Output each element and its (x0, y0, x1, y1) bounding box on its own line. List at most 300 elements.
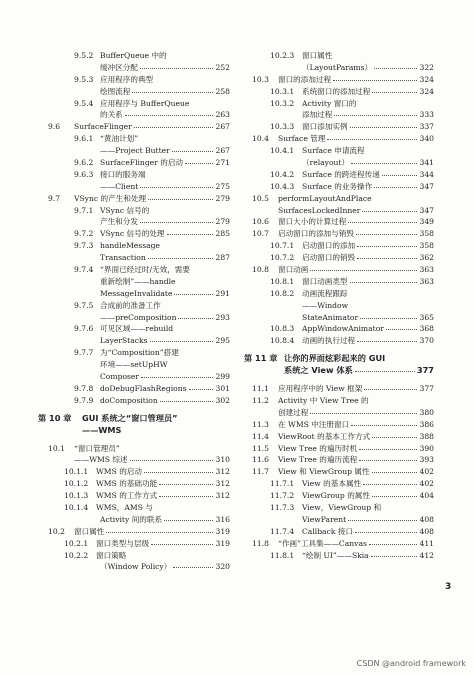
toc-chapter-line[interactable] (38, 425, 230, 437)
toc-entry-line[interactable] (244, 169, 434, 181)
toc-entry-title: “界面已经过时/无效，需要 (100, 265, 190, 275)
toc-entry-title: 系统窗口的添加过程 (302, 86, 371, 96)
toc-entry-line[interactable] (38, 371, 230, 383)
toc-entry-title: SurfaceFlinger (74, 122, 132, 132)
toc-entry-line[interactable] (244, 121, 434, 133)
toc-leader-dots (125, 115, 213, 116)
toc-entry-line[interactable] (244, 264, 434, 276)
toc-entry-number: 9.7.5 (74, 300, 94, 310)
toc-page-number: 341 (419, 158, 434, 168)
toc-leader-dots (374, 187, 417, 188)
toc-entry-title: “窗口管理员” (74, 443, 120, 453)
toc-leader-dots (130, 460, 213, 461)
toc-entry-line[interactable] (38, 502, 230, 514)
toc-entry-line[interactable] (38, 383, 230, 395)
toc-page-number: 322 (419, 62, 434, 72)
toc-leader-dots (333, 80, 417, 81)
toc-leader-dots (173, 567, 213, 568)
toc-leader-dots (310, 270, 417, 271)
toc-entry-line[interactable] (244, 431, 434, 443)
toc-entry-line[interactable] (244, 276, 434, 288)
toc-chapter-line[interactable] (244, 353, 434, 365)
toc-entry-line[interactable] (38, 98, 230, 110)
toc-entry-line[interactable] (244, 181, 434, 193)
toc-entry-title: MessageInvalidate (100, 288, 173, 298)
toc-entry-line[interactable] (38, 514, 230, 526)
toc-entry-number: 11.2 (252, 395, 269, 405)
toc-entry-number: 10.7.1 (270, 241, 295, 251)
toc-entry-number: 第 10 章 (38, 412, 72, 423)
toc-entry-title: ——WMS (82, 424, 122, 435)
toc-entry-line[interactable] (244, 466, 434, 478)
toc-entry-number: 10.1.4 (64, 502, 89, 512)
toc-entry-line[interactable] (38, 561, 230, 573)
toc-entry-number: 9.7.7 (74, 348, 94, 358)
toc-page-number: 349 (419, 217, 434, 227)
toc-page-number: 252 (215, 62, 230, 72)
toc-leader-dots (159, 496, 213, 497)
toc-entry-number: 10.7 (252, 229, 269, 239)
toc-entry-title: Surface 的跨进程传递 (302, 169, 380, 179)
toc-entry-line[interactable] (244, 288, 434, 300)
toc-entry-line[interactable] (244, 50, 434, 62)
toc-entry-title: 窗口动画 (278, 265, 309, 275)
toc-page-number: 299 (215, 372, 230, 382)
toc-entry-title: 启动窗口的销毁 (302, 253, 356, 263)
toc-entry-line[interactable] (244, 157, 434, 169)
toc-page-number: 377 (419, 384, 434, 394)
toc-page-number: 388 (419, 431, 434, 441)
toc-entry-title: 在 WMS 中注册窗口 (278, 419, 350, 429)
toc-entry-line[interactable] (38, 443, 230, 455)
toc-entry-number: 10.2.3 (270, 51, 295, 60)
toc-entry-number: 9.7 (48, 193, 61, 203)
toc-entry-line[interactable] (38, 454, 230, 466)
toc-entry-title: 系统之 View 体系 (284, 365, 353, 376)
toc-page-number: 358 (419, 229, 434, 239)
toc-entry-line[interactable] (244, 74, 434, 86)
toc-page-number: 258 (215, 86, 230, 96)
toc-entry-title: 产生和分发 (100, 217, 138, 227)
toc-entry-number: 9.6.3 (74, 169, 94, 179)
toc-entry-title: Surface 的业务操作 (302, 181, 373, 191)
toc-page-number: 279 (215, 217, 230, 227)
toc-entry-title: View 的基本属性 (302, 479, 362, 489)
toc-entry-line[interactable] (244, 133, 434, 145)
toc-page-number: 302 (215, 395, 230, 405)
toc-entry-number: 10.5 (252, 193, 269, 203)
toc-entry-number: 第 11 章 (244, 353, 278, 364)
toc-entry-line[interactable] (38, 216, 230, 228)
toc-entry-number: 10.4.2 (270, 169, 295, 179)
toc-entry-line[interactable] (38, 205, 230, 217)
toc-leader-dots (334, 115, 417, 116)
toc-entry-number: 11.6 (252, 455, 269, 465)
toc-page-number: 295 (215, 336, 230, 346)
toc-entry-line[interactable] (244, 109, 434, 121)
toc-entry-line[interactable] (38, 550, 230, 562)
toc-entry-number: 9.7.4 (74, 265, 94, 275)
toc-entry-number: 11.8.1 (270, 550, 295, 560)
toc-entry-number: 10.1.2 (64, 479, 89, 489)
toc-entry-line[interactable] (38, 335, 230, 347)
toc-entry-line[interactable] (38, 62, 230, 74)
toc-page-number: 340 (419, 134, 434, 144)
toc-entry-line[interactable] (244, 312, 434, 324)
toc-entry-title: 窗口动画类型 (302, 276, 348, 286)
toc-entry-line[interactable] (244, 454, 434, 466)
toc-leader-dots (160, 401, 213, 402)
toc-leader-dots (348, 520, 417, 521)
toc-chapter-line[interactable] (244, 365, 434, 377)
toc-entry-number: 10.8.4 (270, 336, 295, 346)
toc-page-number: 316 (215, 514, 230, 524)
toc-entry-number: 10.3.3 (270, 122, 295, 132)
toc-entry-title: 创建过程 (278, 407, 309, 417)
toc-entry-title: ViewParent (302, 514, 347, 524)
toc-entry-title: ——Window (302, 300, 349, 310)
toc-page-number: 408 (419, 526, 434, 536)
toc-entry-title: SurfaceFlinger 的启动 (100, 158, 184, 168)
toc-page-number: 310 (215, 455, 230, 465)
toc-leader-dots (386, 329, 417, 330)
toc-entry-number: 9.6.2 (74, 158, 94, 168)
toc-entry-number: 11.7.2 (270, 491, 295, 501)
toc-entry-title: 应用程序与 BufferQueue (100, 98, 190, 108)
toc-entry-title: VSync 信号的处理 (100, 229, 165, 239)
toc-entry-title: 合成前的准备工作 (100, 300, 161, 310)
toc-entry-title: WMS 的启动 (96, 467, 142, 477)
toc-entry-line[interactable] (38, 50, 230, 62)
toc-entry-line[interactable] (38, 478, 230, 490)
toc-entry-title: 窗口属性 (302, 51, 333, 60)
toc-entry-line[interactable] (244, 490, 434, 502)
toc-entry-number: 9.7.9 (74, 395, 94, 405)
toc-page-number: 347 (419, 181, 434, 191)
toc-entry-line[interactable] (38, 109, 230, 121)
toc-entry-line[interactable] (244, 228, 434, 240)
toc-right-column (244, 50, 434, 561)
toc-entry-line[interactable] (244, 216, 434, 228)
toc-entry-line[interactable] (38, 276, 230, 288)
toc-leader-dots (351, 425, 417, 426)
toc-entry-title: （Window Policy） (100, 562, 172, 572)
toc-entry-title: 应用程序的典型 (100, 74, 154, 84)
toc-entry-title: “作画”工具集——Canvas (278, 538, 367, 548)
toc-entry-line[interactable] (244, 550, 434, 562)
toc-entry-number: 10.4.1 (270, 146, 295, 156)
toc-entry-title: Callback 接口 (302, 526, 354, 536)
toc-entry-title: View，ViewGroup 和 (302, 502, 382, 512)
toc-page-number: 380 (419, 407, 434, 417)
toc-entry-number: 10.3 (252, 74, 269, 84)
toc-page-number: 393 (419, 455, 434, 465)
toc-entry-line[interactable] (244, 240, 434, 252)
toc-page-number: 368 (419, 324, 434, 334)
toc-page-number: 312 (215, 479, 230, 489)
toc-entry-number: 10.3.2 (270, 98, 295, 108)
toc-entry-line[interactable] (244, 478, 434, 490)
toc-page-number: 267 (215, 122, 230, 132)
toc-entry-title: BufferQueue 中的 (100, 51, 167, 60)
toc-entry-title: 应用程序中的 View 框架 (278, 384, 363, 394)
toc-entry-line[interactable] (38, 181, 230, 193)
toc-entry-line[interactable] (38, 240, 230, 252)
toc-entry-number: 10.4 (252, 134, 269, 144)
toc-leader-dots (362, 211, 417, 212)
toc-entry-line[interactable] (38, 133, 230, 145)
toc-entry-line[interactable] (38, 359, 230, 371)
toc-entry-title: 让你的界面炫彩起来的 GUI (284, 353, 386, 364)
toc-page-number: 271 (215, 158, 230, 168)
toc-leader-dots (372, 496, 417, 497)
toc-entry-line[interactable] (38, 145, 230, 157)
toc-page-number: 377 (416, 365, 434, 376)
toc-leader-dots (144, 472, 213, 473)
toc-entry-line[interactable] (244, 145, 434, 157)
toc-leader-dots (357, 258, 417, 259)
toc-entry-title: “黄油计划” (100, 134, 139, 144)
toc-leader-dots (355, 371, 415, 372)
toc-entry-title: 环境——setUpHW (100, 360, 168, 370)
toc-entry-line[interactable] (38, 288, 230, 300)
toc-entry-number: 9.6.1 (74, 134, 94, 144)
toc-leader-dots (372, 437, 417, 438)
toc-page-number: 291 (215, 288, 230, 298)
toc-leader-dots (355, 532, 417, 533)
toc-leader-dots (371, 556, 417, 557)
toc-entry-title: WMS 的工作方式 (96, 491, 158, 501)
toc-entry-line[interactable] (38, 252, 230, 264)
toc-leader-dots (382, 175, 417, 176)
toc-entry-title: ViewRoot 的基本工作方式 (278, 431, 371, 441)
toc-entry-title: AppWindowAnimator (302, 324, 384, 334)
toc-leader-dots (106, 532, 213, 533)
toc-entry-line[interactable] (38, 466, 230, 478)
toc-entry-line[interactable] (38, 157, 230, 169)
toc-entry-title: 窗口策略 (96, 550, 127, 560)
toc-entry-number: 10.7.2 (270, 253, 295, 263)
toc-entry-number: 11.5 (252, 443, 269, 453)
toc-entry-title: ——Client (100, 181, 139, 191)
toc-entry-line[interactable] (244, 502, 434, 514)
toc-entry-title: VSync 的产生和处理 (74, 193, 147, 203)
toc-entry-title: doComposition (100, 395, 158, 405)
toc-entry-title: 可见区域——rebuild (100, 324, 174, 334)
toc-entry-line[interactable] (244, 193, 434, 205)
toc-entry-number: 10.1.1 (64, 467, 89, 477)
toc-entry-title: ——preComposition (100, 312, 177, 322)
toc-entry-line[interactable] (38, 264, 230, 276)
toc-entry-number: 10.1.3 (64, 491, 89, 501)
toc-entry-line[interactable] (244, 205, 434, 217)
toc-leader-dots (351, 163, 417, 164)
toc-entry-title: 窗口的添加过程 (278, 74, 332, 84)
toc-entry-line[interactable] (38, 538, 230, 550)
toc-entry-title: ——WMS 综述 (74, 455, 128, 465)
toc-entry-line[interactable] (244, 395, 434, 407)
toc-entry-line[interactable] (244, 443, 434, 455)
toc-leader-dots (372, 472, 417, 473)
toc-leader-dots (363, 484, 417, 485)
toc-page-number: 324 (419, 86, 434, 96)
toc-entry-line[interactable] (244, 300, 434, 312)
toc-entry-line[interactable] (38, 347, 230, 359)
toc-entry-line[interactable] (38, 121, 230, 133)
toc-entry-line[interactable] (38, 74, 230, 86)
toc-entry-number: 10.2.1 (64, 538, 89, 548)
toc-entry-title: （relayout） (302, 158, 350, 168)
toc-entry-line[interactable] (38, 193, 230, 205)
toc-page-number: 402 (419, 479, 434, 489)
toc-page-number: 301 (215, 383, 230, 393)
toc-entry-title: LayerStacks (100, 336, 148, 346)
toc-entry-line[interactable] (244, 86, 434, 98)
toc-entry-line[interactable] (38, 228, 230, 240)
toc-entry-line[interactable] (244, 323, 434, 335)
toc-page-number: 358 (419, 241, 434, 251)
toc-chapter-line[interactable] (38, 413, 230, 425)
toc-leader-dots (140, 222, 213, 223)
toc-leader-dots (369, 544, 417, 545)
toc-page-number: 320 (215, 562, 230, 572)
toc-entry-number: 9.7.8 (74, 383, 94, 393)
toc-entry-number: 9.5.3 (74, 74, 94, 84)
toc-entry-line[interactable] (38, 395, 230, 407)
toc-page-number: 319 (215, 538, 230, 548)
toc-entry-title: StateAnimator (302, 312, 359, 322)
toc-entry-line[interactable] (38, 169, 230, 181)
toc-entry-title: SurfacesLockedInner (278, 205, 361, 215)
toc-entry-number: 10.3.1 (270, 86, 295, 96)
toc-entry-number: 9.7.2 (74, 229, 94, 239)
toc-page-number: 324 (419, 74, 434, 84)
toc-entry-title: Transaction (100, 253, 146, 263)
toc-entry-line[interactable] (244, 514, 434, 526)
toc-leader-dots (178, 318, 213, 319)
toc-entry-number: 9.7.1 (74, 205, 94, 215)
toc-page-number: 344 (419, 169, 434, 179)
toc-entry-number: 10.2 (48, 526, 65, 536)
toc-page-number: 363 (419, 265, 434, 275)
toc-leader-dots (357, 246, 417, 247)
toc-leader-dots (310, 413, 417, 414)
toc-entry-line[interactable] (244, 98, 434, 110)
toc-page-number: 263 (215, 110, 230, 120)
toc-page-number: 319 (215, 526, 230, 536)
toc-entry-title: 窗口添加实例 (302, 122, 348, 132)
toc-entry-title: ——Project Butter (100, 146, 170, 156)
toc-leader-dots (350, 127, 417, 128)
toc-page-number: 390 (419, 443, 434, 453)
toc-leader-dots (132, 92, 213, 93)
toc-entry-number: 9.5.4 (74, 98, 94, 108)
toc-page-number: 312 (215, 491, 230, 501)
toc-leader-dots (140, 68, 213, 69)
toc-leader-dots (172, 151, 213, 152)
toc-entry-line[interactable] (244, 526, 434, 538)
toc-page-number: 347 (419, 205, 434, 215)
toc-leader-dots (174, 294, 213, 295)
toc-entry-title: 动画的执行过程 (302, 336, 356, 346)
toc-entry-number: 11.8 (252, 538, 269, 548)
toc-entry-title: “绘制 UI”——Skia (302, 550, 369, 560)
toc-entry-title: 启动窗口的添加与销毁 (278, 229, 354, 239)
toc-entry-title: 缓冲区分配 (100, 62, 138, 72)
toc-leader-dots (140, 187, 213, 188)
toc-entry-title: View 和 ViewGroup 属性 (278, 467, 370, 477)
toc-page-number: 402 (419, 467, 434, 477)
toc-entry-number: 10.2.2 (64, 550, 89, 560)
toc-entry-line[interactable] (244, 538, 434, 550)
toc-entry-line[interactable] (244, 383, 434, 395)
toc-page-number: 285 (215, 229, 230, 239)
toc-entry-title: Surface 管理 (278, 134, 326, 144)
toc-entry-number: 9.6 (48, 122, 61, 132)
toc-leader-dots (151, 544, 213, 545)
toc-entry-number: 10.8.2 (270, 288, 295, 298)
toc-entry-title: 窗口大小的计算过程 (278, 217, 347, 227)
toc-leader-dots (359, 460, 417, 461)
toc-entry-number: 10.6 (252, 217, 269, 227)
toc-leader-dots (327, 139, 417, 140)
toc-entry-line[interactable] (38, 526, 230, 538)
toc-entry-title: VSync 信号的 (100, 205, 150, 215)
toc-entry-line[interactable] (244, 407, 434, 419)
toc-leader-dots (167, 234, 213, 235)
toc-entry-number: 9.5.2 (74, 51, 94, 60)
toc-leader-dots (359, 449, 417, 450)
toc-leader-dots (164, 520, 213, 521)
toc-entry-title: WMS 的基础功能 (96, 479, 158, 489)
toc-entry-number: 11.7 (252, 467, 269, 477)
toc-entry-title: Activity 窗口的 (302, 98, 357, 108)
toc-page-number: 337 (419, 122, 434, 132)
toc-leader-dots (348, 222, 417, 223)
toc-entry-line[interactable] (38, 323, 230, 335)
toc-entry-line[interactable] (244, 335, 434, 347)
toc-entry-title: 窗口类型与层级 (96, 538, 150, 548)
toc-leader-dots (364, 389, 417, 390)
toc-leader-dots (356, 234, 417, 235)
toc-entry-number: 11.7.4 (270, 526, 295, 536)
toc-entry-line[interactable] (244, 419, 434, 431)
toc-entry-title: 重新绘制”——handle (100, 276, 176, 286)
toc-entry-line[interactable] (38, 312, 230, 324)
toc-entry-number: 10.8.3 (270, 324, 295, 334)
watermark: CSDN @android framework (356, 659, 466, 668)
toc-leader-dots (374, 68, 417, 69)
toc-page-number: 293 (215, 312, 230, 322)
toc-page-number: 386 (419, 419, 434, 429)
toc-entry-line[interactable] (38, 86, 230, 98)
toc-entry-number: 11.3 (252, 419, 269, 429)
toc-leader-dots (148, 258, 213, 259)
toc-page-number: 363 (419, 276, 434, 286)
toc-entry-title: View Tree 的遍历流程 (278, 455, 358, 465)
toc-entry-line[interactable] (244, 62, 434, 74)
toc-entry-line[interactable] (38, 490, 230, 502)
toc-entry-title: 添加过程 (302, 110, 333, 120)
toc-left-column (38, 50, 230, 573)
toc-entry-number: 11.1 (252, 384, 269, 394)
toc-page-number: 362 (419, 253, 434, 263)
toc-leader-dots (360, 318, 417, 319)
toc-leader-dots (159, 484, 213, 485)
toc-entry-line[interactable] (244, 252, 434, 264)
toc-entry-title: View Tree 的遍历时机 (278, 443, 358, 453)
toc-entry-line[interactable] (38, 300, 230, 312)
